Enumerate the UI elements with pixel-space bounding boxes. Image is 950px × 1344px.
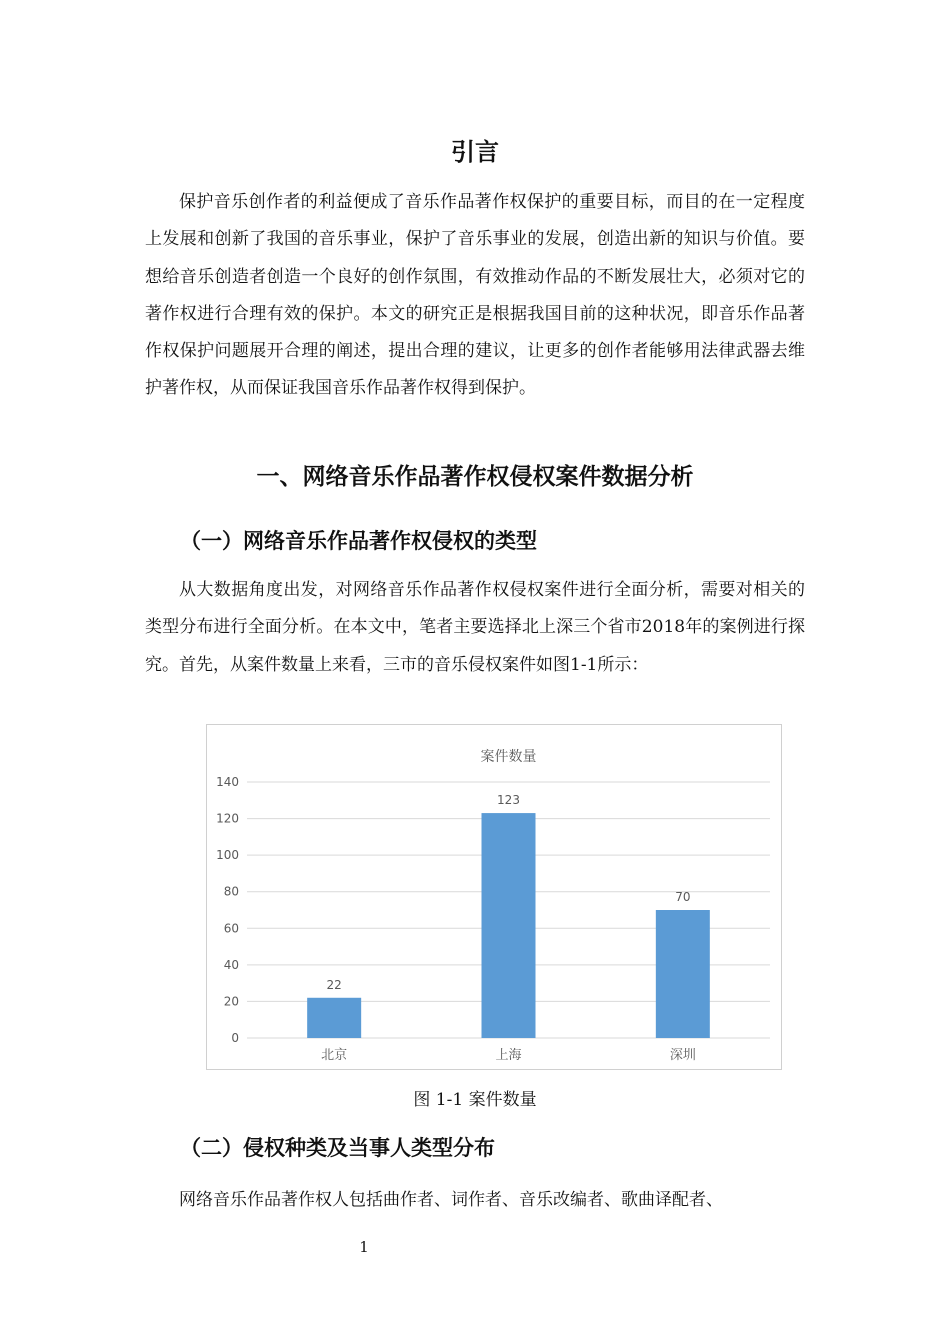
- y-tick-label: 60: [223, 921, 239, 936]
- subsection-title-types: （一）网络音乐作品著作权侵权的类型: [180, 529, 537, 553]
- intro-title: 引言: [451, 138, 499, 166]
- y-tick-label: 80: [223, 884, 239, 899]
- x-tick-label: 深圳: [669, 1048, 696, 1063]
- data-label: 70: [675, 890, 691, 904]
- section-title: 一、网络音乐作品著作权侵权案件数据分析: [256, 464, 694, 490]
- subsection-title-distribution: （二）侵权种类及当事人类型分布: [180, 1136, 495, 1160]
- data-label: 22: [326, 977, 342, 992]
- y-tick-label: 20: [223, 994, 239, 1009]
- case-count-chart: [206, 724, 782, 1070]
- bar: [656, 910, 710, 1038]
- x-tick-label: 上海: [495, 1048, 522, 1063]
- chart-title: 案件数量: [480, 749, 537, 765]
- figure-caption: 图 1-1 案件数量: [413, 1090, 537, 1110]
- y-tick-label: 100: [216, 848, 239, 863]
- subsection-paragraph-types: 从大数据角度出发，对网络音乐作品著作权侵权案件进行全面分析，需要对相关的类型分布进行全面分析。在本文中，笔者主要选择北上深三个省市2018年的案例进行探究。首先，从案件数量上来看，三市的音乐侵权案件如图1-1所示：: [145, 580, 805, 675]
- y-tick-label: 120: [216, 811, 239, 826]
- y-tick-label: 0: [231, 1031, 239, 1045]
- data-label: 123: [497, 793, 520, 808]
- y-tick-label: 40: [223, 957, 239, 972]
- page-number: 1: [359, 1238, 369, 1256]
- chart-svg: [207, 725, 781, 1069]
- subsection-paragraph-distribution: 网络音乐作品著作权人包括曲作者、词作者、音乐改编者、歌曲译配者、: [179, 1190, 723, 1210]
- bar: [307, 998, 361, 1038]
- y-tick-label: 140: [216, 775, 239, 789]
- bar: [482, 813, 536, 1038]
- x-tick-label: 北京: [321, 1048, 348, 1063]
- intro-paragraph: 保护音乐创作者的利益便成了音乐作品著作权保护的重要目标，而目的在一定程度上发展和创新了我国的音乐事业，保护了音乐事业的发展，创造出新的知识与价值。要想给音乐创造者创造一个良好的创作氛围，有效推动作品的不断发展壮大，必须对它的著作权进行合理有效的保护。本文的研究正是根据我国目前的这种状况，即音乐作品著作权保护问题展开合理的阐述，提出合理的建议，让更多的创作者能够用法律武器去维护著作权，从而保证我国音乐作品著作权得到保护。: [145, 192, 805, 399]
